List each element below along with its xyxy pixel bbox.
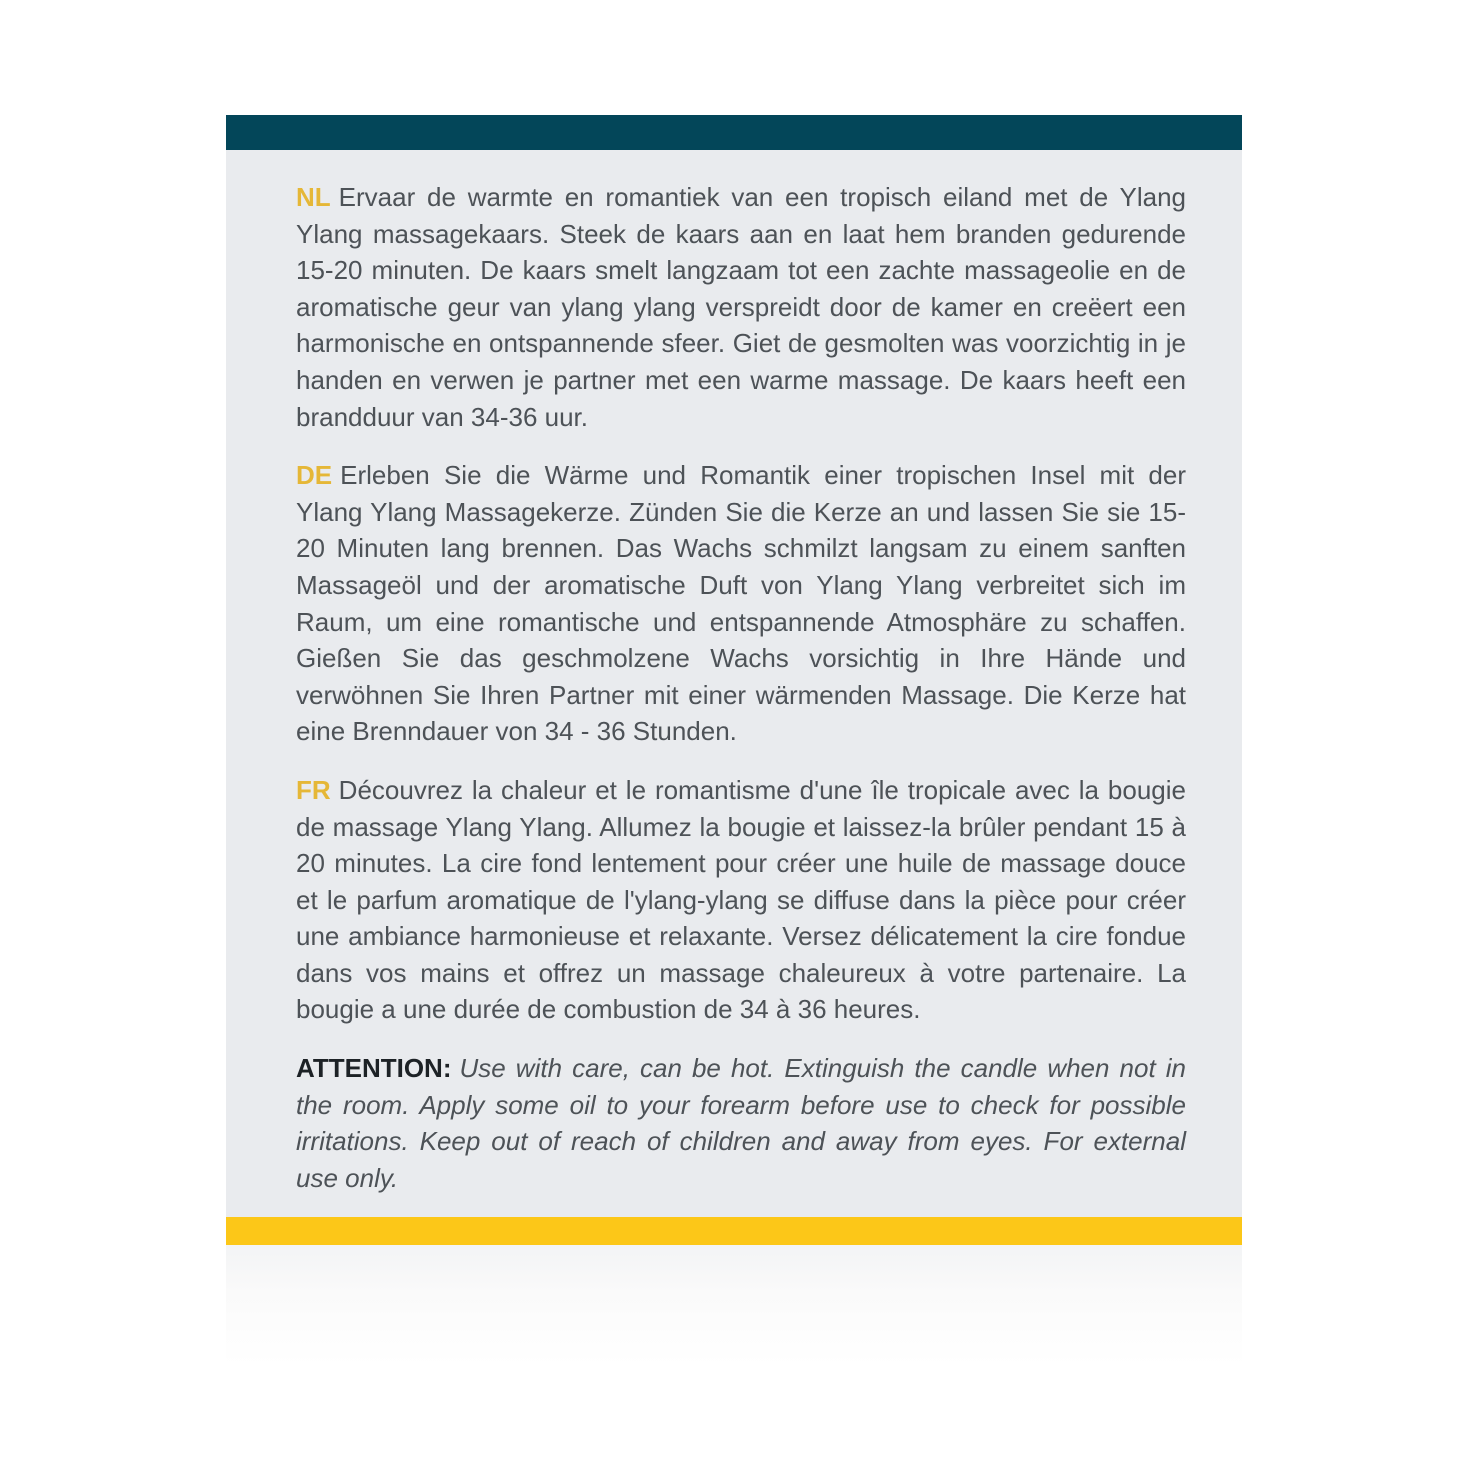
bottom-color-band: [226, 1217, 1242, 1245]
description-text-area: [296, 179, 1186, 1196]
section-nl-text: Ervaar de warmte en romantiek van een tropisch eiland met de Ylang Ylang massagekaars. Steek de kaars aan en laat hem branden gedurende 15-20 minuten. De kaars smelt langzaam tot een zachte massageolie en de aromatische geur van ylang ylang verspreidt door de kamer en creëert een harmonische en ontspannende sfeer. Giet de gesmolten was voorzichtig in je handen en verwen je partner met een warme massage. De kaars heeft een brandduur van 34-36 uur.: [296, 182, 1186, 432]
product-label-card: [226, 115, 1242, 1245]
language-code-de: DE: [296, 460, 333, 491]
attention-notice: [296, 1050, 1186, 1196]
section-de: [296, 457, 1186, 750]
section-fr: [296, 772, 1186, 1028]
language-code-fr: FR: [296, 774, 331, 805]
section-fr-text: Découvrez la chaleur et le romantisme d'une île tropicale avec la bougie de massage Ylang Ylang. Allumez la bougie et laissez-la brûler pendant 15 à 20 minutes. La cire fond lentement pour créer une huile de massage douce et le parfum aromatique de l'ylang-ylang se diffuse dans la pièce pour créer une ambiance harmonieuse et relaxante. Versez délicatement la cire fondue dans vos mains et offrez un massage chaleureux à votre partenaire. La bougie a une durée de combustion de 34 à 36 heures.: [296, 774, 1186, 1025]
section-nl: [296, 179, 1186, 435]
top-color-band: [226, 115, 1242, 150]
attention-label: ATTENTION:: [296, 1053, 452, 1084]
card-reflection: [226, 1245, 1242, 1365]
section-de-text: Erleben Sie die Wärme und Romantik einer tropischen Insel mit der Ylang Ylang Massagekerze. Zünden Sie die Kerze an und lassen Sie sie 15-20 Minuten lang brennen. Das Wachs schmilzt langsam zu einem sanften Massageöl und der aromatische Duft von Ylang Ylang verbreitet sich im Raum, um eine romantische und entspannende Atmosphäre zu schaffen. Gießen Sie das geschmolzene Wachs vorsichtig in Ihre Hände und verwöhnen Sie Ihren Partner mit einer wärmenden Massage. Die Kerze hat eine Brenndauer von 34 - 36 Stunden.: [296, 460, 1186, 747]
attention-text: Use with care, can be hot. Extinguish the candle when not in the room. Apply some oil to your forearm before use to check for possible irritations. Keep out of reach of children and away from eyes. For external use only.: [296, 1053, 1186, 1193]
language-code-nl: NL: [296, 182, 331, 212]
